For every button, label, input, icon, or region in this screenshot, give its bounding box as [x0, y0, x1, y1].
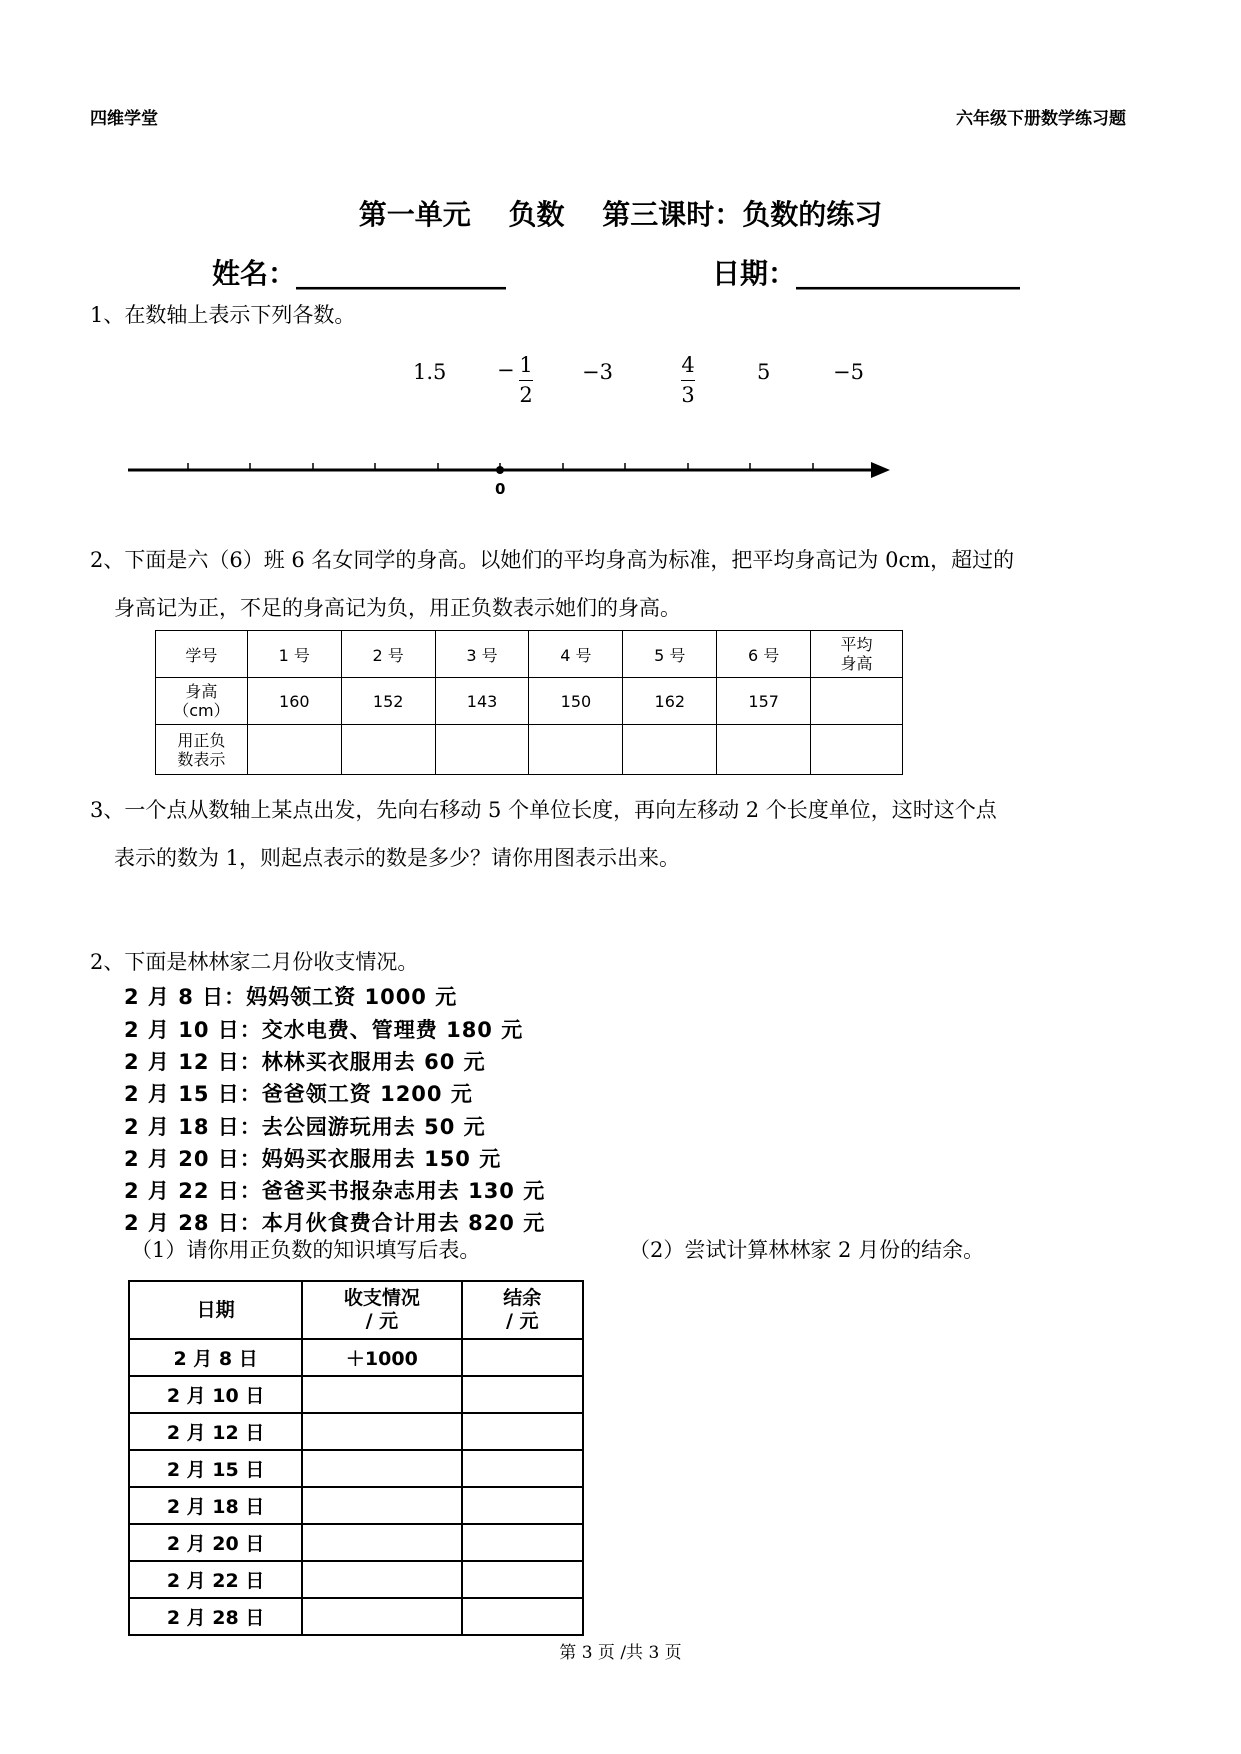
answer-blank[interactable]	[247, 725, 341, 775]
table-header-cell: 学号	[156, 631, 248, 678]
table-row-label	[156, 678, 248, 725]
ledger-entry: 2 月 12 日：林林买衣服用去 60 元	[124, 1050, 486, 1074]
ledger-entry: 2 月 20 日：妈妈买衣服用去 150 元	[124, 1147, 502, 1171]
q1-fraction-half	[519, 355, 533, 406]
height-cell: 162	[623, 678, 717, 725]
income-blank[interactable]	[302, 1413, 461, 1450]
number-line	[125, 450, 895, 500]
ledger-entry: 2 月 8 日：妈妈领工资 1000 元	[124, 985, 458, 1009]
ledger-table	[128, 1280, 584, 1636]
q1-number-1: 1.5	[413, 360, 447, 384]
balance-blank[interactable]	[462, 1524, 583, 1561]
ledger-entry: 2 月 15 日：爸爸领工资 1200 元	[124, 1082, 473, 1106]
table-row	[129, 1450, 583, 1487]
table-row	[129, 1376, 583, 1413]
q1-number-3: −3	[582, 360, 613, 384]
table-row	[129, 1339, 583, 1376]
balance-blank[interactable]	[462, 1413, 583, 1450]
title-topic: 负数	[508, 198, 565, 231]
income-blank[interactable]	[302, 1524, 461, 1561]
q1-number-5: −5	[833, 360, 864, 384]
q1-fraction-four-thirds	[681, 355, 695, 406]
arrow-head-icon	[871, 462, 890, 478]
height-cell: 143	[435, 678, 529, 725]
answer-blank[interactable]	[811, 725, 903, 775]
height-cell: 152	[341, 678, 435, 725]
date-cell: 2 月 20 日	[129, 1524, 302, 1561]
q2-line1: 2、下面是六（6）班 6 名女同学的身高。以她们的平均身高为标准，把平均身高记为 0cm，超过的	[90, 548, 1015, 572]
q1-number-4: 5	[757, 360, 771, 384]
page-footer: 第 3 页 /共 3 页	[559, 1643, 682, 1663]
date-cell: 2 月 12 日	[129, 1413, 302, 1450]
table-row	[156, 678, 903, 725]
q1-prompt: 1、在数轴上表示下列各数。	[90, 303, 356, 327]
table-header-cell	[811, 631, 903, 678]
fraction-bar	[681, 380, 695, 381]
header-right: 六年级下册数学练习题	[956, 109, 1126, 129]
income-blank[interactable]	[302, 1487, 461, 1524]
height-label-line2: （cm）	[173, 701, 230, 720]
balance-blank[interactable]	[462, 1339, 583, 1376]
origin-point	[496, 466, 504, 474]
date-field	[712, 252, 1020, 292]
q4-prompt: 2、下面是林林家二月份收支情况。	[90, 950, 419, 974]
fraction-numerator: 4	[681, 353, 695, 377]
table-row	[129, 1524, 583, 1561]
income-blank[interactable]	[302, 1561, 461, 1598]
date-cell: 2 月 18 日	[129, 1487, 302, 1524]
minus-sign: −	[497, 358, 515, 382]
date-blank: ________________	[796, 257, 1021, 290]
table-row	[129, 1487, 583, 1524]
average-label-line2: 身高	[840, 654, 873, 673]
table-header-cell: 日期	[129, 1281, 302, 1339]
date-cell: 2 月 15 日	[129, 1450, 302, 1487]
date-cell: 2 月 10 日	[129, 1376, 302, 1413]
height-table	[155, 630, 903, 775]
sign-label-line2: 数表示	[177, 749, 226, 769]
table-row	[129, 1561, 583, 1598]
table-row	[129, 1281, 583, 1339]
fraction-denominator: 2	[519, 383, 533, 407]
name-blank: _______________	[296, 257, 507, 290]
title-unit: 第一单元	[358, 198, 471, 231]
income-blank[interactable]	[302, 1376, 461, 1413]
q4-sub2: （2）尝试计算林林家 2 月份的结余。	[629, 1238, 985, 1262]
height-cell: 160	[247, 678, 341, 725]
balance-blank[interactable]	[462, 1561, 583, 1598]
income-blank[interactable]	[302, 1450, 461, 1487]
table-row	[156, 725, 903, 775]
ledger-entry: 2 月 28 日：本月伙食费合计用去 820 元	[124, 1211, 546, 1235]
table-header-cell	[462, 1281, 583, 1339]
name-field	[212, 252, 506, 292]
q3-line1: 3、一个点从数轴上某点出发，先向右移动 5 个单位长度，再向左移动 2 个长度单位，这时这个点	[90, 798, 997, 822]
average-height-blank[interactable]	[811, 678, 903, 725]
table-header-cell	[302, 1281, 461, 1339]
table-header-cell: 1 号	[247, 631, 341, 678]
height-cell: 150	[529, 678, 623, 725]
answer-blank[interactable]	[717, 725, 811, 775]
table-row	[129, 1598, 583, 1635]
q4-sub1: （1）请你用正负数的知识填写后表。	[131, 1238, 481, 1262]
balance-blank[interactable]	[462, 1450, 583, 1487]
table-header-cell: 6 号	[717, 631, 811, 678]
q3-line2: 表示的数为 1，则起点表示的数是多少？请你用图表示出来。	[114, 846, 681, 870]
table-header-cell: 4 号	[529, 631, 623, 678]
table-header-cell: 3 号	[435, 631, 529, 678]
page-title	[0, 193, 1241, 233]
height-label-line1: 身高	[185, 682, 218, 701]
answer-blank[interactable]	[623, 725, 717, 775]
table-row	[129, 1413, 583, 1450]
q1-number-2	[497, 358, 515, 382]
income-header-line1: 收支情况	[343, 1287, 420, 1309]
name-label: 姓名：	[212, 257, 297, 290]
fraction-numerator: 1	[519, 353, 533, 377]
answer-blank[interactable]	[529, 725, 623, 775]
answer-blank[interactable]	[435, 725, 529, 775]
q2-line2: 身高记为正，不足的身高记为负，用正负数表示她们的身高。	[114, 596, 681, 620]
table-row-label	[156, 725, 248, 775]
table-header-cell: 2 号	[341, 631, 435, 678]
balance-blank[interactable]	[462, 1376, 583, 1413]
fraction-denominator: 3	[681, 383, 695, 407]
income-cell: ＋1000	[302, 1339, 461, 1376]
title-lesson: 第三课时：负数的练习	[602, 198, 883, 231]
balance-blank[interactable]	[462, 1487, 583, 1524]
table-row	[156, 631, 903, 678]
date-cell: 2 月 28 日	[129, 1598, 302, 1635]
income-blank[interactable]	[302, 1598, 461, 1635]
ledger-entry: 2 月 18 日：去公园游玩用去 50 元	[124, 1115, 486, 1139]
ledger-entry: 2 月 22 日：爸爸买书报杂志用去 130 元	[124, 1179, 546, 1203]
average-label-line1: 平均	[840, 635, 873, 654]
ledger-entry: 2 月 10 日：交水电费、管理费 180 元	[124, 1018, 524, 1042]
header-left: 四维学堂	[90, 109, 158, 129]
height-cell: 157	[717, 678, 811, 725]
balance-header-line2: / 元	[506, 1310, 539, 1332]
fraction-bar	[519, 380, 533, 381]
table-header-cell: 5 号	[623, 631, 717, 678]
income-header-line2: / 元	[365, 1310, 399, 1332]
origin-label: 0	[495, 480, 506, 498]
date-label: 日期：	[712, 257, 797, 290]
sign-label-line1: 用正负	[177, 730, 226, 750]
balance-blank[interactable]	[462, 1598, 583, 1635]
balance-header-line1: 结余	[503, 1287, 542, 1309]
date-cell: 2 月 22 日	[129, 1561, 302, 1598]
date-cell: 2 月 8 日	[129, 1339, 302, 1376]
answer-blank[interactable]	[341, 725, 435, 775]
